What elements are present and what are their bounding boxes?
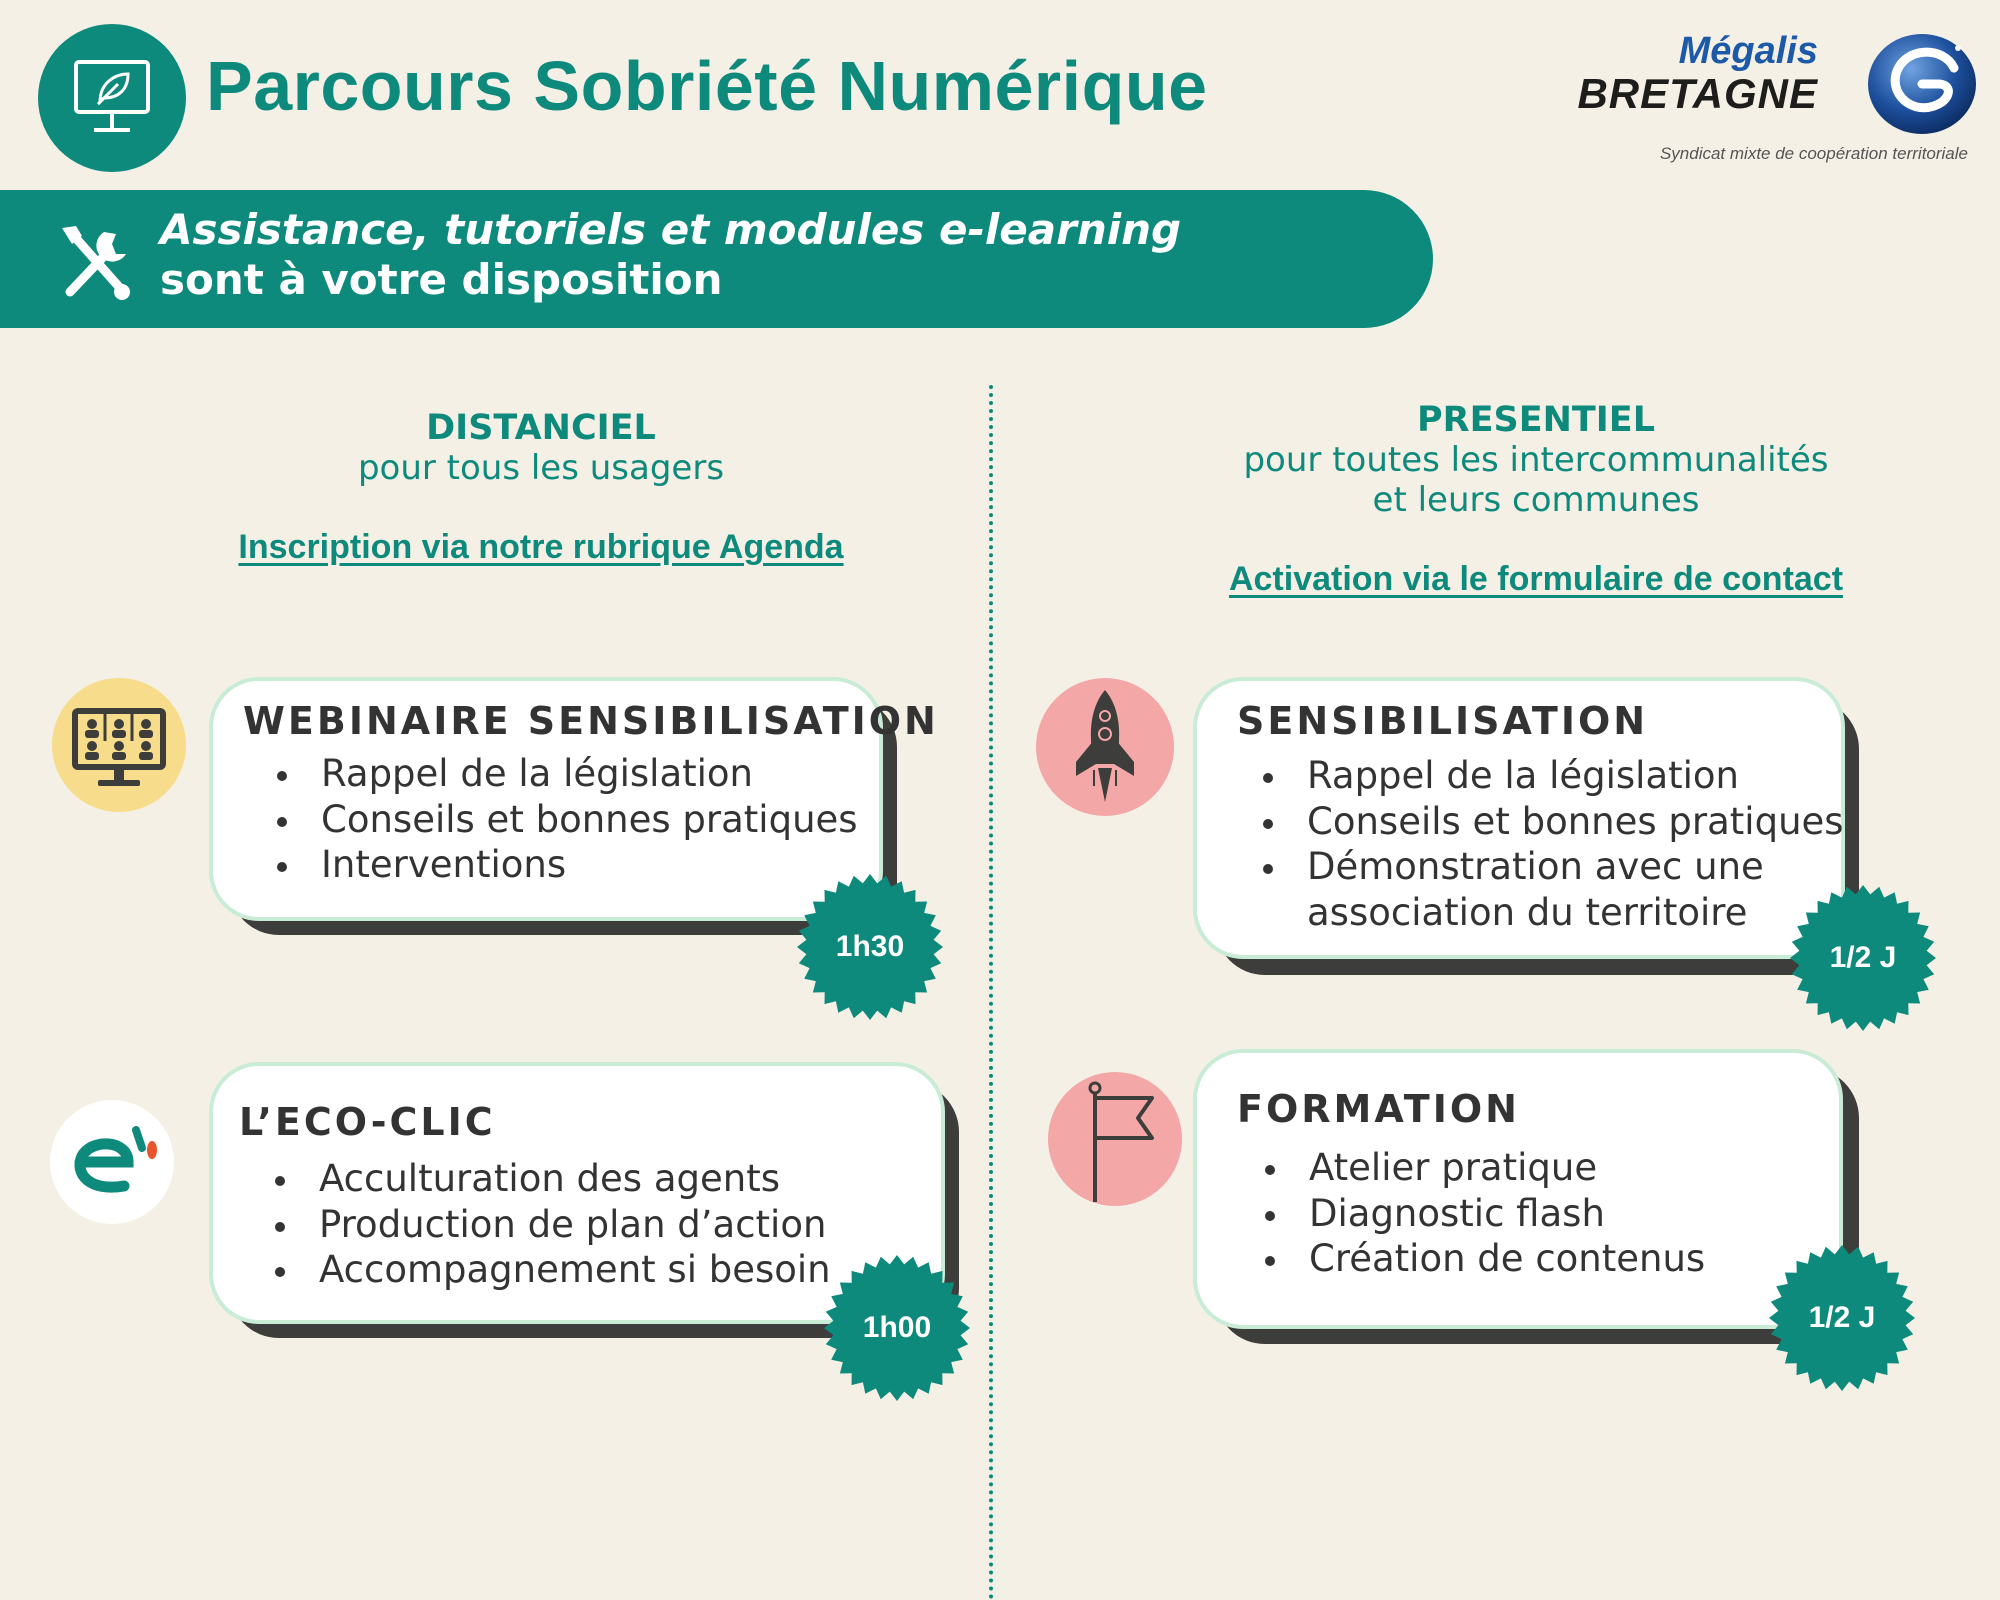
- duration-label: 1h00: [862, 1311, 932, 1344]
- list-item: Acculturation des agents: [263, 1156, 831, 1202]
- list-item: Création de contenus: [1253, 1236, 1705, 1282]
- tools-icon: [56, 222, 134, 304]
- list-item: Accompagnement si besoin: [263, 1247, 831, 1293]
- brand-logo: [1577, 26, 1980, 176]
- list-item: Conseils et bonnes pratiques: [1251, 799, 1844, 845]
- webinaire-card: [209, 677, 939, 921]
- ecoclic-list: [263, 1156, 831, 1293]
- sensibilisation-title: SENSIBILISATION: [1237, 699, 1649, 743]
- webinaire-title: WEBINAIRE SENSIBILISATION: [243, 699, 939, 743]
- list-item: Rappel de la législation: [1251, 753, 1844, 799]
- page-title: Parcours Sobriété Numérique: [206, 47, 1208, 125]
- agenda-link[interactable]: Inscription via notre rubrique Agenda: [238, 528, 844, 566]
- sensibilisation-list: [1251, 753, 1844, 935]
- duration-badge-formation: [1767, 1243, 1917, 1393]
- formation-card: [1193, 1049, 1843, 1329]
- presentiel-subtitle: pour toutes les intercommunalités et leurs communes: [1243, 440, 1829, 520]
- banner-text: [160, 205, 1181, 305]
- list-item: Conseils et bonnes pratiques: [265, 797, 858, 843]
- distanciel-header: [91, 408, 991, 488]
- banner-line2: sont à votre disposition: [160, 255, 723, 304]
- formation-icon-circle: [1048, 1072, 1182, 1206]
- ecoclic-title: L’ECO-CLIC: [239, 1100, 496, 1144]
- duration-label: 1h30: [835, 930, 905, 963]
- webinaire-list: [265, 751, 858, 888]
- flag-icon: [1048, 1072, 1182, 1206]
- contact-form-link[interactable]: Activation via le formulaire de contact: [1228, 560, 1844, 598]
- list-item: Démonstration avec une: [1251, 844, 1844, 890]
- contact-link-wrap: [1086, 560, 1986, 599]
- webinaire-icon-circle: [52, 678, 186, 812]
- duration-badge-sensibilisation: [1788, 883, 1938, 1033]
- list-item: Production de plan d’action: [263, 1202, 831, 1248]
- duration-label: 1/2 J: [1808, 1301, 1876, 1334]
- distanciel-subtitle: pour tous les usagers: [357, 448, 725, 488]
- brand-tagline: Syndicat mixte de coopération territoriale: [1659, 144, 1968, 163]
- sensibilisation-card: [1193, 677, 1845, 959]
- agenda-link-wrap: [91, 528, 991, 567]
- brand-name-line1: Mégalis: [1678, 30, 1818, 72]
- monitor-leaf-icon: [38, 24, 186, 172]
- header-logo: [38, 24, 186, 172]
- duration-label: 1/2 J: [1829, 941, 1897, 974]
- ecoclic-icon-circle: [50, 1100, 174, 1224]
- banner-line1: Assistance, tutoriels et modules e-learning: [160, 205, 1182, 254]
- globe-icon: [1862, 28, 1978, 138]
- list-item-continuation: association du territoire: [1307, 890, 1748, 934]
- presentiel-title: PRESENTIEL: [1416, 400, 1656, 440]
- presentiel-header: [1086, 400, 1986, 520]
- sensibilisation-icon-circle: [1036, 678, 1174, 816]
- distanciel-title: DISTANCIEL: [426, 408, 656, 448]
- rocket-icon: [1036, 678, 1174, 816]
- duration-badge-webinaire: [795, 872, 945, 1022]
- video-conference-icon: [52, 678, 186, 812]
- list-item: Rappel de la législation: [265, 751, 858, 797]
- e-learning-logo-icon: [50, 1100, 174, 1224]
- list-item: Interventions: [265, 842, 858, 888]
- formation-list: [1253, 1145, 1705, 1282]
- list-item: Diagnostic flash: [1253, 1191, 1705, 1237]
- brand-name-line2: BRETAGNE: [1577, 70, 1818, 117]
- column-divider: [989, 385, 993, 1600]
- duration-badge-ecoclic: [822, 1253, 972, 1403]
- formation-title: FORMATION: [1237, 1087, 1520, 1131]
- list-item: Atelier pratique: [1253, 1145, 1705, 1191]
